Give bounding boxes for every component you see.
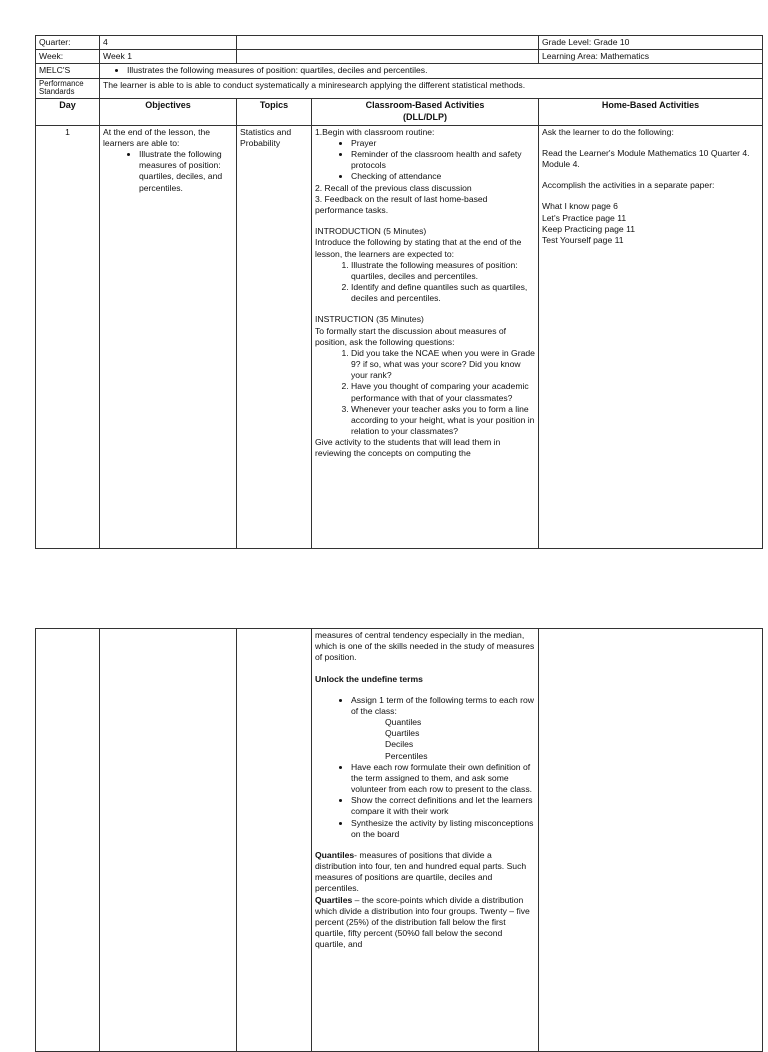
performance-value: The learner is able to is able to conduct systematically a miniresearch applying the different statistical methods. bbox=[100, 78, 763, 99]
routine-intro: 1.Begin with classroom routine: bbox=[315, 126, 435, 137]
objectives-intro: At the end of the lesson, the learners are able to: bbox=[103, 126, 211, 148]
quarter-value: 4 bbox=[100, 36, 237, 50]
quantiles-term: Quantiles bbox=[315, 849, 355, 860]
feedback-text: 3. Feedback on the result of last home-based performance tasks. bbox=[315, 193, 488, 215]
performance-row bbox=[36, 78, 763, 99]
introduction-text: Introduce the following by stating that at the end of the lesson, the learners are expected to: bbox=[315, 237, 522, 259]
home-list-item: Let's Practice page 11 bbox=[542, 212, 627, 223]
objectives-cell-empty bbox=[100, 629, 237, 1052]
term-item: Percentiles bbox=[385, 750, 428, 761]
term-item: Deciles bbox=[385, 739, 414, 750]
week-row bbox=[36, 50, 763, 64]
topics-cell-empty bbox=[237, 629, 312, 1052]
routine-item: • Prayer bbox=[351, 138, 535, 149]
continued-text: measures of central tendency especially in the median, which is one of the skills needed in the study of measures of position. bbox=[315, 630, 535, 663]
column-header-row bbox=[36, 99, 763, 125]
introduction-title: INTRODUCTION (5 Minutes) bbox=[315, 226, 427, 237]
instruction-text: To formally start the discussion about measures of position, ask the following questions: bbox=[315, 325, 507, 347]
objectives-cell bbox=[100, 125, 237, 548]
classroom-cell bbox=[312, 125, 539, 548]
melcs-value: • Illustrates the following measures of position: quartiles, deciles and percentiles. bbox=[127, 65, 759, 76]
routine-item: • Reminder of the classroom health and safety protocols bbox=[351, 149, 535, 171]
performance-label: Performance Standards bbox=[36, 78, 100, 99]
quantiles-definition bbox=[315, 850, 535, 895]
quartiles-term: Quartiles bbox=[315, 894, 353, 905]
instruction-question: 1. Did you take the NCAE when you were in Grade 9? if so, what was your score? Did you know your rank? bbox=[351, 348, 535, 382]
grade-level: Grade Level: Grade 10 bbox=[539, 36, 763, 50]
quartiles-definition bbox=[315, 895, 535, 951]
melcs-row bbox=[36, 64, 763, 78]
term-item: Quantiles bbox=[385, 717, 422, 728]
home-list-item: Test Yourself page 11 bbox=[542, 235, 624, 245]
routine-item: • Checking of attendance bbox=[351, 171, 535, 182]
objectives-item: • Illustrate the following measures of position: quartiles, deciles, and percentiles. bbox=[139, 149, 233, 194]
week-value: Week 1 bbox=[100, 50, 237, 64]
topics-header: Topics bbox=[237, 99, 312, 125]
instruction-question: 2. Have you thought of comparing your academic performance with that of your classmates? bbox=[351, 381, 535, 403]
melcs-label: MELC'S bbox=[36, 64, 100, 78]
activity-bullet: • Show the correct definitions and let the learners compare it with their work bbox=[351, 795, 535, 817]
quarter-label: Quarter: bbox=[36, 36, 100, 50]
quartiles-def: – the score-points which divide a distribution which divide a distribution into four groups. Twenty – five percent (25%) of the distribution fall below the first quartile, fifty percent (50%0 fall below the second quartile, and bbox=[315, 894, 530, 950]
home-cell-empty bbox=[539, 629, 763, 1052]
unlock-title: Unlock the undefine terms bbox=[315, 673, 423, 684]
instruction-title: INSTRUCTION (35 Minutes) bbox=[315, 314, 424, 325]
day-1-continued-row bbox=[36, 629, 763, 1052]
home-intro: Ask the learner to do the following: bbox=[542, 126, 674, 137]
quantiles-def: - measures of positions that divide a distribution into four, ten and hundred equal parts. Such measures of positions are quartile, deciles and percentiles. bbox=[315, 849, 527, 894]
lesson-plan-table-page1 bbox=[35, 35, 763, 549]
assign-text: Assign 1 term of the following terms to each row of the class: bbox=[351, 694, 534, 716]
recall-text: 2. Recall of the previous class discussion bbox=[315, 182, 472, 193]
classroom-cell-continued bbox=[312, 629, 539, 1052]
objectives-header: Objectives bbox=[100, 99, 237, 125]
classroom-header: Classroom-Based Activities (DLL/DLP) bbox=[312, 99, 539, 125]
day-number: 1 bbox=[36, 125, 100, 548]
home-accomplish: Accomplish the activities in a separate paper: bbox=[542, 180, 715, 191]
blank-cell bbox=[237, 50, 539, 64]
home-list-item: Keep Practicing page 11 bbox=[542, 223, 636, 234]
activity-bullet: • Synthesize the activity by listing misconceptions on the board bbox=[351, 818, 535, 840]
melcs-cell bbox=[100, 64, 763, 78]
introduction-item: 2. Identify and define quantiles such as quartiles, deciles and percentiles. bbox=[351, 282, 535, 304]
blank-cell bbox=[237, 36, 539, 50]
assign-item bbox=[351, 695, 535, 762]
day-cell-empty bbox=[36, 629, 100, 1052]
activity-bullet: • Have each row formulate their own definition of the term assigned to them, and ask some volunteer from each row to present to the class. bbox=[351, 762, 535, 796]
quarter-row bbox=[36, 36, 763, 50]
introduction-item: 1. Illustrate the following measures of position: quartiles, deciles and percentiles. bbox=[351, 260, 535, 282]
home-list-item: What I know page 6 bbox=[542, 201, 618, 212]
lesson-plan-table-page2 bbox=[35, 628, 763, 1052]
home-header: Home-Based Activities bbox=[539, 99, 763, 125]
topics-cell: Statistics and Probability bbox=[237, 125, 312, 548]
term-item: Quartiles bbox=[385, 728, 420, 739]
home-read: Read the Learner's Module Mathematics 10 Quarter 4. Module 4. bbox=[542, 147, 750, 170]
week-label: Week: bbox=[36, 50, 100, 64]
instruction-activity: Give activity to the students that will lead them in reviewing the concepts on computing the bbox=[315, 437, 501, 459]
instruction-question: 3. Whenever your teacher asks you to form a line according to your height, what is your position in relation to your classmates? bbox=[351, 404, 535, 438]
home-cell bbox=[539, 125, 763, 548]
day-1-row bbox=[36, 125, 763, 548]
day-header: Day bbox=[36, 99, 100, 125]
learning-area: Learning Area: Mathematics bbox=[539, 50, 763, 64]
